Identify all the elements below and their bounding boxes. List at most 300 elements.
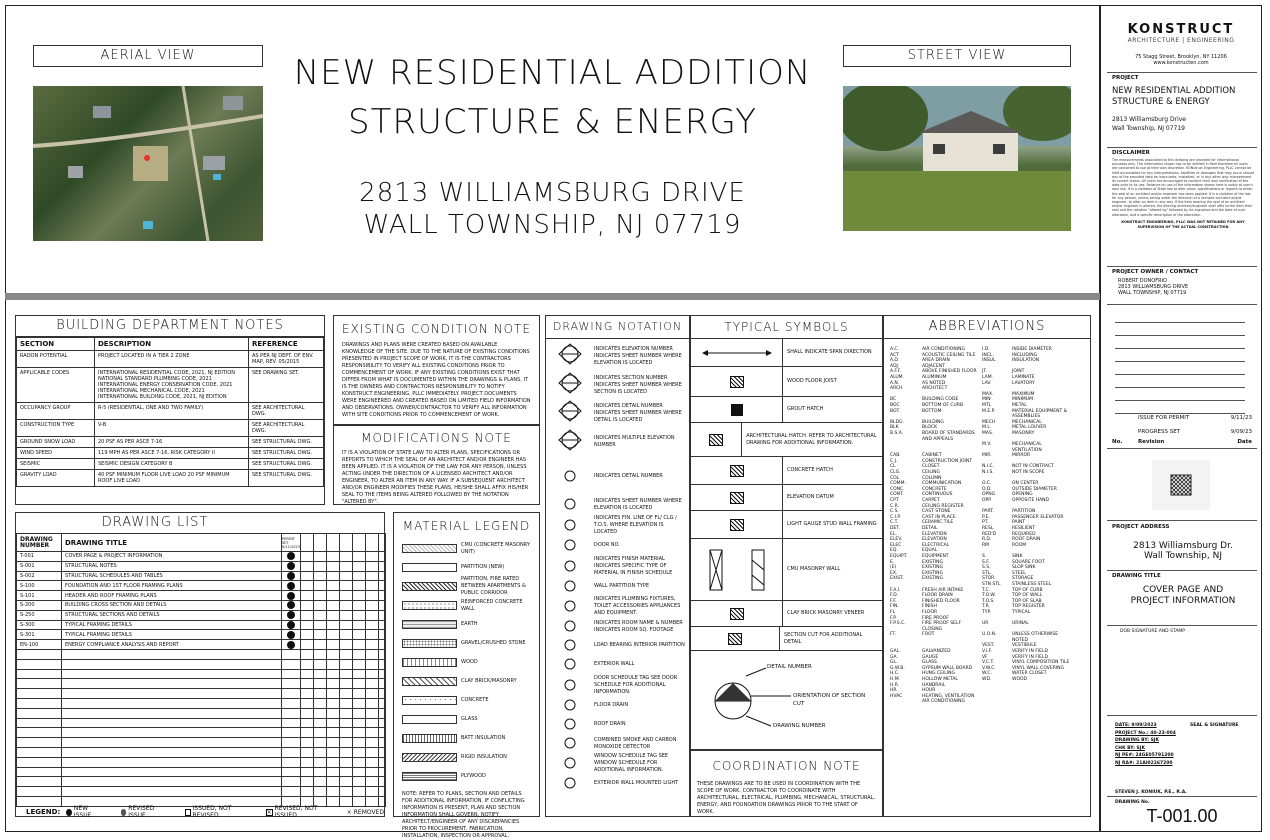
symbol-graphic-icon <box>691 485 783 510</box>
material-swatch <box>402 715 457 724</box>
abbr-meaning: HANDRAIL <box>922 682 946 688</box>
abbr-meaning: MECHANICAL <box>1012 419 1042 425</box>
material-legend-title: MATERIAL LEGEND <box>402 519 531 533</box>
abbr-meaning: AIR CONDITIONING <box>922 347 965 352</box>
abbr-meaning: BLOCK <box>922 425 938 431</box>
drawing-notation-title: DRAWING NOTATION <box>546 316 689 339</box>
drawing-number: S-200 <box>17 600 62 610</box>
notation-symbol-icon <box>550 536 590 555</box>
building-note-row <box>17 459 324 470</box>
note-description: R-5 (RESIDENTIAL, ONE AND TWO FAMILY) <box>95 403 249 420</box>
new-issue-icon <box>287 631 295 639</box>
dob-label: DOB SIGNATURE AND STAMP <box>1120 629 1186 634</box>
abbr-code: OPNG <box>982 492 996 498</box>
abbr-meaning: EXISTING <box>922 570 944 576</box>
drawing-title: COVER PAGE & PROJECT INFORMATION <box>62 552 282 562</box>
abbr-code: STOR. <box>982 576 996 582</box>
abbr-meaning: INSIDE DIAMETER <box>1012 347 1052 352</box>
material-legend-item <box>402 729 531 748</box>
symbol-label: LIGHT GAUGE STUD WALL FRAMING <box>787 521 877 527</box>
abbr-code: MAX. <box>982 391 994 397</box>
engineer-name: STEVEN J. KONIUK, P.E., R.A. <box>1115 790 1187 795</box>
meta-row <box>1115 760 1255 768</box>
abbr-meaning: LAMINATE <box>1012 374 1035 380</box>
abbr-code: STN STL <box>982 581 1001 587</box>
abbr-meaning: WOOD <box>1012 677 1027 683</box>
symbol-graphic-icon <box>691 511 783 538</box>
project-title-line2: STRUCTURE & ENERGY <box>348 102 757 142</box>
drawing-list-legend: LEGEND: NEW ISSUE REVISED ISSUE ISSUED, NOT REVISED × REVISED, NOT ISSUED × REMOVED <box>26 805 385 819</box>
disclaimer <box>1112 150 1254 230</box>
material-legend-item <box>402 672 531 691</box>
drawing-list-panel <box>15 512 385 817</box>
building-notes-table <box>16 337 324 487</box>
material-legend-item <box>402 653 531 672</box>
disclaimer-footer: KONSTRUCT ENGINEERING, PLLC WAS NOT RETAINED FOR ANY SUPERVISION OF THE ACTUAL CONSTRUCTION <box>1121 219 1245 229</box>
abbr-code: EQ. <box>890 548 898 554</box>
abbr-meaning: OPENING <box>1012 492 1033 498</box>
notation-item <box>550 427 685 457</box>
abbr-code: BLDG. <box>890 419 904 425</box>
revision-header <box>1112 438 1252 446</box>
abbr-meaning: MIRROR <box>1012 453 1031 459</box>
abbr-meaning: FIRE PROOF <box>922 615 949 621</box>
abbr-meaning: TOP OF SLAB <box>1012 598 1042 604</box>
abbr-meaning: ACOUSTIC CEILING TILE <box>922 352 976 358</box>
project-address-line1: 2813 Williamsburg Dr. <box>1133 541 1233 551</box>
material-legend-note: NOTE: REFER TO PLANS, SECTION AND DETAILS FOR ADDITIONAL INFORMATION. IF CONFLICTING INFORMATION IS PRESENT, PLAN AND SECTION INFORMATION SHALL GOVERN. NOTIFY ARCHITECT/ENGINEER OF ANY DISCREPANCIES PRIOR TO PROCUREMENT, FABRICATION, INSTALLATION, INSPECTION OR APPROVAL. <box>402 791 525 839</box>
abbr-meaning: PASSENGER ELEVATOR <box>1012 514 1064 520</box>
notation-item <box>550 371 685 399</box>
drawing-list-row <box>17 669 386 679</box>
legend-new: NEW ISSUE <box>73 805 92 819</box>
notation-symbol-icon <box>550 400 590 426</box>
abbr-code: ACT <box>890 352 899 358</box>
material-swatch <box>402 658 457 667</box>
abbr-code: V.W.C. <box>982 665 996 671</box>
abbr-code: FL <box>890 609 896 615</box>
drawing-number: T-001 <box>17 552 62 562</box>
material-swatch <box>402 696 457 705</box>
typical-symbol-item <box>691 457 882 485</box>
abbr-code: GA. <box>890 654 898 660</box>
typical-symbol-item <box>691 367 882 397</box>
rev-1-date: 9/11/23 <box>1230 415 1252 421</box>
abbr-meaning: VINYL COMPOSITION TILE <box>1012 660 1070 666</box>
modifications-title: MODIFICATIONS NOTE <box>361 431 512 445</box>
abbr-code <box>982 694 1012 705</box>
drawing-title-label: DRAWING TITLE <box>1112 573 1161 579</box>
note-reference: SEE STRUCTURAL DWG. <box>249 470 324 487</box>
note-section: RADON POTENTIAL <box>17 351 95 368</box>
abbr-code: CPT <box>890 498 899 504</box>
abbr-meaning: INCLUDING <box>1012 352 1038 358</box>
drawing-list-row <box>17 679 386 689</box>
drawing-list-row <box>17 708 386 718</box>
abbr-code: MIR. <box>982 453 992 459</box>
typical-symbol-item <box>691 423 882 457</box>
abbr-code: G.W.B. <box>890 665 905 671</box>
abbr-meaning: AREA DRAIN <box>922 358 950 364</box>
meta-value: DRAWING BY: SJK <box>1115 738 1159 743</box>
symbol-label: ARCHITECTURAL HATCH. REFER TO ARCHITECTURAL DRAWING FOR ADDITIONAL INFORMATION. <box>746 432 877 446</box>
abbr-meaning: ALUMINUM <box>922 374 947 380</box>
drawing-list-row <box>17 698 386 708</box>
abbr-meaning: FINISHED FLOOR <box>922 598 960 604</box>
notation-label: DOOR NO. <box>594 542 620 548</box>
notation-symbol-icon <box>550 734 590 753</box>
abbr-meaning: VERIFY IN FIELD <box>1012 649 1048 655</box>
project-address-2: Wall Township, NJ 07719 <box>1112 125 1185 132</box>
abbr-code: INCL. <box>982 352 994 358</box>
material-legend-item <box>402 615 531 634</box>
drawing-title: TYPICAL FRAMING DETAILS <box>62 620 282 630</box>
abbr-code: O.D. <box>982 486 992 492</box>
abbr-code: RESL <box>982 526 994 531</box>
symbol-graphic-icon <box>691 423 742 456</box>
drawing-list-row <box>17 630 386 640</box>
material-label: GRAVEL/CRUSHED STONE <box>461 640 526 646</box>
drawing-list-row <box>17 600 386 610</box>
abbr-code: C.R. <box>890 503 899 509</box>
symbol-graphic-icon <box>691 457 783 484</box>
abbr-meaning: VERIFY IN FIELD <box>1012 654 1048 660</box>
abbr-meaning: NOT IN SCOPE <box>1012 470 1045 476</box>
orientation-label: ORIENTATION OF SECTION CUT <box>793 693 866 707</box>
abbr-meaning: LAVATORY <box>1012 380 1035 386</box>
abbr-meaning: OUTSIDE DIAMETER <box>1012 486 1057 492</box>
coordination-panel <box>690 750 883 817</box>
abbr-code: MIN <box>982 397 991 403</box>
abbr-meaning: FOOT <box>922 632 935 638</box>
note-description: INTERNATIONAL RESIDENTIAL CODE, 2021, NJ EDITION NATIONAL STANDARD PLUMBING CODE, 2021 INTERNATIONAL ENERGY CONSERVATION CODE, 2021 INTERNATIONAL MECHANICAL CODE, 2021 INTERNATIONAL BUILDING CODE, 2021, NJ EDITION <box>95 368 249 403</box>
note-reference: SEE STRUCTURAL DWG. <box>249 459 324 470</box>
notation-label: INDICATES FIN. LINE OF FL/ CLG / T.O.S. WHERE ELEVATION IS LOCATED <box>594 514 677 535</box>
firm-name: KONSTRUCT <box>1127 22 1235 37</box>
abbr-meaning: BUILDING <box>922 419 944 425</box>
symbol-label: CLAY BRICK MASONRY VENEER <box>787 610 865 616</box>
abbr-meaning: MECHANICAL VENTILATION <box>1012 442 1042 453</box>
drawing-list-row <box>17 767 386 777</box>
drawing-title: COVER PAGE AND PROJECT INFORMATION <box>1130 585 1236 606</box>
notation-item <box>550 655 685 674</box>
abbreviations-panel <box>883 315 1091 817</box>
abbr-code: T.O.W. <box>982 593 996 599</box>
abbr-code: GAL. <box>890 649 901 655</box>
notation-label: INDICATES MULTIPLE ELEVATION NUMBER <box>594 435 675 448</box>
abbr-code: MECH <box>982 419 996 425</box>
symbol-label: GROUT HATCH <box>787 406 824 412</box>
abbr-meaning: SLOP SINK <box>1012 565 1036 571</box>
note-section: CONSTRUCTION TYPE <box>17 420 95 437</box>
notation-label: FLOOR DRAIN <box>594 702 629 708</box>
abbr-meaning: MASONRY <box>1012 430 1035 436</box>
abbr-code: MTL <box>982 402 992 408</box>
rev-1-desc: ISSUE FOR PERMIT <box>1138 415 1190 421</box>
abbr-code: EX. <box>890 570 898 576</box>
notation-symbol-icon <box>550 676 590 695</box>
abbr-meaning: CAST STONE <box>922 509 951 515</box>
note-section: OCCUPANCY GROUP <box>17 403 95 420</box>
abbr-meaning: NOT IN CONTRACT <box>1012 464 1054 470</box>
notation-symbol-icon <box>550 495 590 514</box>
drawing-list-row <box>17 620 386 630</box>
abbr-meaning: JOINT <box>1012 369 1025 375</box>
note-reference: SEE ARCHITECTURAL DWG. <box>249 420 324 437</box>
firm-website: www.konstructen.com <box>1153 60 1209 66</box>
note-description: SEISMIC DESIGN CATEGORY B <box>95 459 249 470</box>
abbr-code: F.A.I. <box>890 587 901 593</box>
drawing-list-row <box>17 747 386 757</box>
drawing-list-row <box>17 718 386 728</box>
abbr-code: EL. <box>890 531 897 537</box>
abbr-code: N.I.S. <box>982 470 994 476</box>
abbr-code: PART. <box>982 509 994 515</box>
new-issue-icon <box>287 572 295 580</box>
drawing-title: STRUCTURAL SECTIONS AND DETAILS <box>62 610 282 620</box>
abbr-code: T.R. <box>982 604 991 610</box>
abbr-meaning: TOP OF WALL <box>1012 593 1043 599</box>
notation-label: ROOF DRAIN <box>594 721 626 727</box>
drawing-list-row <box>17 728 386 738</box>
note-reference: SEE DRAWING SET. <box>249 368 324 403</box>
building-note-row <box>17 470 324 487</box>
header-divider <box>5 293 1100 300</box>
abbr-code: F.F. <box>890 598 897 604</box>
abbr-meaning: SQUARE FOOT <box>1012 559 1045 565</box>
material-legend-item <box>402 634 531 653</box>
abbr-code: STL. <box>982 570 992 576</box>
symbol-graphic-icon <box>691 539 783 600</box>
notation-item <box>550 495 685 514</box>
abbr-meaning: GYPSUM WALL BOARD <box>922 665 973 671</box>
symbol-graphic-icon <box>691 339 783 366</box>
abbr-code <box>890 442 922 453</box>
material-swatch <box>402 582 457 591</box>
note-description: 40 PSF MINIMUM FLOOR LIVE LOAD 20 PSF MINIMUM ROOF LIVE LOAD <box>95 470 249 487</box>
abbr-code: T.C. <box>982 587 991 593</box>
meta-value: PROJECT No.: 40-23-004 <box>1115 730 1176 736</box>
material-swatch <box>402 639 457 648</box>
revision-row-1 <box>1112 414 1252 422</box>
material-swatch <box>402 601 457 610</box>
abbr-meaning <box>922 442 982 453</box>
abbr-code: I.D. <box>982 347 990 352</box>
col-drawing-number: DRAWING NUMBER <box>17 534 62 552</box>
abbr-code: CL <box>890 464 896 470</box>
project-info <box>1112 75 1252 132</box>
notation-symbol-icon <box>550 577 590 596</box>
meta-extra: SEAL & SIGNATURE <box>1190 723 1239 728</box>
abbr-code: S.F. <box>982 559 990 565</box>
abbr-code: A.D. <box>890 358 900 364</box>
legend-label: LEGEND: <box>26 808 61 816</box>
abbr-code: T.O.S. <box>982 598 995 604</box>
drawing-list-row <box>17 757 386 767</box>
revision-row-2 <box>1112 428 1252 436</box>
symbol-label: ELEVATION DATUM <box>787 494 834 500</box>
disclaimer-text: The measurements associated to this drawing are provided for informational purposes only. The information shown has to be verified in field therefore all users are cautioned to use at their own discretion. KONstruct Engineering, PLLC cannot be held accountable for any interpretations, liabilities or damages that may occur should any of the provided data be inaccurate, mislabled, or in any other way misrepresent its correct status. All users are encouraged to conduct their own verification of the data prior to its use. Reliance on use of the information shown here is solely at user's own risk. It is a violation of State law to alter plans, specifications or reports to which the seal of an architect and/or engineer has been applied. It is a violation of the law for any person, unless acting under the direction of a licensed architect and/or engineer, to alter an item in any way. If the item bearing the seal of an architect and/or engineer is altered, the altering architect/engineer shall affix to the item their seal and the notation "altered by" followed by his signature and the date of such alteration, and a specific description of the alteration. <box>1112 158 1255 217</box>
abbr-code: JT. <box>982 369 987 375</box>
drawing-title: HEADER AND ROOF FRAMING PLANS <box>62 591 282 601</box>
drawing-title: ENERGY COMPLIANCE ANALYSIS AND REPORT <box>62 640 282 650</box>
building-note-row <box>17 351 324 368</box>
modifications-panel <box>333 425 540 505</box>
notation-symbol-icon <box>550 617 590 636</box>
owner-address-1: 2813 WILLIAMSBURG DRIVE <box>1118 284 1189 290</box>
new-issue-icon <box>287 552 295 560</box>
abbr-code: F.P. <box>890 615 897 621</box>
note-description: V-B <box>95 420 249 437</box>
abbr-code: RED'D <box>982 531 997 537</box>
drawing-list-row <box>17 777 386 787</box>
notation-symbol-icon <box>550 372 590 398</box>
abbr-code: TYP. <box>982 609 991 615</box>
drawing-title: FOUNDATION AND 1ST FLOOR FRAMING PLANS <box>62 581 282 591</box>
abbr-code: HVAC <box>890 693 903 699</box>
material-label: REINFORCED CONCRETE WALL <box>461 598 523 612</box>
legend-revised-not-issued: REVISED, NOT ISSUED <box>274 805 318 819</box>
abbr-meaning: ON CENTER <box>1012 481 1039 487</box>
abbr-code: BC <box>890 397 897 403</box>
existing-condition-title: EXISTING CONDITION NOTE <box>342 322 531 336</box>
building-note-row <box>17 437 324 448</box>
note-description: 119 MPH AS PER ASCE 7-16, RISK CATEGORY II <box>95 448 249 459</box>
meta-value: DATE: 9/09/2023 <box>1115 723 1157 728</box>
abbr-meaning: CEILING REGISTER <box>922 503 964 509</box>
abbr-meaning: SINK <box>1012 553 1023 559</box>
abbr-meaning: WATER CLOSET <box>1012 671 1047 677</box>
abbr-meaning: URINAL <box>1012 621 1029 627</box>
abbr-code: LAV. <box>982 380 992 386</box>
building-note-row <box>17 448 324 459</box>
abbr-code: GL. <box>890 660 898 666</box>
abbr-code: H.R. <box>890 682 900 688</box>
abbr-code: P.E. <box>982 514 990 520</box>
notation-label: INDICATES SECTION NUMBER INDICATES SHEET NUMBER WHERE SECTION IS LOCATED <box>594 374 682 395</box>
material-legend-item <box>402 748 531 767</box>
abbr-meaning: COMMUNICATION <box>922 481 962 487</box>
drawing-number: S-100 <box>17 581 62 591</box>
notation-item <box>550 774 685 793</box>
abbr-code: ELEV. <box>890 537 903 543</box>
aerial-view-label: AERIAL VIEW <box>33 45 263 67</box>
notation-symbol-icon <box>550 636 590 655</box>
meta-row <box>1115 752 1255 760</box>
notation-item <box>550 341 685 371</box>
abbr-code: O.C. <box>982 481 992 487</box>
drawing-list-row <box>17 649 386 659</box>
address-line1: 2813 WILLIAMSBURG DRIVE <box>359 178 746 208</box>
section-cut-diagram <box>701 656 876 741</box>
abbr-meaning: ABOVE FINISHED FLOOR <box>922 369 977 375</box>
drawing-list-row <box>17 561 386 571</box>
notation-item <box>550 696 685 715</box>
material-label: CLAY BRICK/MASONRY <box>461 678 517 684</box>
symbol-graphic-icon <box>691 627 780 650</box>
project-name: NEW RESIDENTIAL ADDITION STRUCTURE & ENERGY <box>1112 86 1236 107</box>
abbr-code: FIN. <box>890 604 899 610</box>
notation-label: WALL PARTITION TYPE <box>594 583 650 589</box>
notation-item <box>550 674 685 696</box>
abbr-meaning: ADJACENT <box>922 363 945 369</box>
abbr-meaning: CAST IN PLACE <box>922 514 956 520</box>
abbr-meaning: DETAIL <box>922 526 938 531</box>
col-permit-set: PERMIT SET 9/11/2023 <box>282 534 301 552</box>
abbr-meaning: STORAGE <box>1012 576 1034 582</box>
typical-symbol-item <box>691 627 882 651</box>
typical-symbols-title: TYPICAL SYMBOLS <box>691 316 882 339</box>
abbr-meaning: EQUAL <box>922 548 938 554</box>
notation-label: LOAD BEARING INTERIOR PARTITION <box>594 642 685 648</box>
firm-address: 75 Stagg Street, Brooklyn, NY 11206 <box>1135 54 1227 60</box>
abbr-meaning: AS NOTED <box>922 380 946 386</box>
stamp-placeholder <box>1152 460 1210 510</box>
abbr-code: OPP. <box>982 498 992 504</box>
abbreviations-title: ABBREVIATIONS <box>884 316 1090 339</box>
material-legend-item <box>402 577 531 596</box>
abbr-code: ADJ. <box>890 363 900 369</box>
new-issue-icon <box>287 592 295 600</box>
meta-row <box>1115 722 1255 730</box>
material-swatch <box>402 677 457 686</box>
notation-item <box>550 734 685 753</box>
abbr-meaning: ROOM <box>1012 542 1027 548</box>
abbr-meaning: CONSTRUCTION JOINT <box>922 458 972 464</box>
disclaimer-label: DISCLAIMER <box>1112 150 1150 156</box>
material-label: CONCRETE <box>461 697 489 703</box>
new-issue-icon <box>287 562 295 570</box>
abbr-meaning: TOP OF CURB <box>1012 587 1043 593</box>
meta-value: CHK BY: SJK <box>1115 745 1145 751</box>
abbr-code: CONT. <box>890 492 904 498</box>
abbr-code: M.V. <box>982 442 992 448</box>
notation-item <box>550 399 685 427</box>
drawing-number-label: DRAWING NUMBER <box>773 723 826 729</box>
abbr-meaning: GALVANIZED <box>922 649 951 655</box>
drawing-number: S-001 <box>17 561 62 571</box>
abbr-code: W.C. <box>982 671 992 677</box>
abbr-meaning: BOARD OF STANDARDS AND APPEALS <box>922 430 975 442</box>
abbr-code: LAM. <box>982 374 994 380</box>
material-label: PARTITION, FIRE RATED BETWEEN APARTMENTS & PUBLIC CORRIDOR <box>461 576 526 596</box>
abbr-code: EQUIPT. <box>890 553 908 559</box>
drawing-list-row <box>17 738 386 748</box>
drawing-list-table <box>16 533 386 807</box>
drawing-list-row <box>17 640 386 650</box>
abbr-code: PT. <box>982 520 989 526</box>
material-label: CMU (CONCRETE MASONRY UNIT) <box>461 541 530 555</box>
abbreviations-grid <box>884 339 1090 713</box>
typical-symbol-item <box>691 601 882 627</box>
building-note-row <box>17 368 324 403</box>
meta-row <box>1115 737 1255 745</box>
building-notes-title: BUILDING DEPARTMENT NOTES <box>16 316 324 337</box>
abbr-code: C.I.P. <box>890 514 901 520</box>
project-meta <box>1115 722 1255 767</box>
rev-revision-header: Revision <box>1138 439 1165 445</box>
new-issue-icon <box>287 582 295 590</box>
existing-condition-body: DRAWINGS AND PLANS WERE CREATED BASED ON AVAILABLE KNOWLEDGE OF THE SITE. DUE TO THE NATURE OF EXISTING CONDITIONS PRESENTED IN PROJECT SCOPE OF WORK, IT IS THE CONTRACTORS RESPONSIBILITY TO VERIFY ALL EXISTING CONDITIONS PRIOR TO COMMENCEMENT OF WORK. IF ANY EXISTING CONDITIONS EXIST THAT DIFFER FROM WHAT IS DOCUMENTED WITHIN THE DRAWINGS & PLANS, IT IS THE OWNERS AND CONTRACTORS RESPONSIBILITY TO NOTIFY KONSTRUCT ENGINEERING, PLLC IMMEDIATELY. PROJECT DOCUMENTS WERE ENGINEERED AND CREATED BASED ON LIMITED FIELD INFORMATION AND OBSERVATIONS. OWNER/CONTRACTOR TO VERIFY ALL INFORMATION WITH SITE CONDITIONS PRIOR TO COMMENCEMENT OF WORK. <box>342 342 531 418</box>
abbr-meaning: EXISTING <box>922 576 944 582</box>
note-description: 20 PSF AS PER ASCE 7-16 <box>95 437 249 448</box>
abbr-code: ARCH <box>890 386 903 392</box>
existing-condition-panel <box>333 315 540 425</box>
abbr-code: EXIST. <box>890 576 904 582</box>
typical-symbol-item <box>691 485 882 511</box>
abbr-meaning: HEATING, VENTILATION AIR CONDITIONING <box>922 693 975 705</box>
note-section: WIND SPEED <box>17 448 95 459</box>
